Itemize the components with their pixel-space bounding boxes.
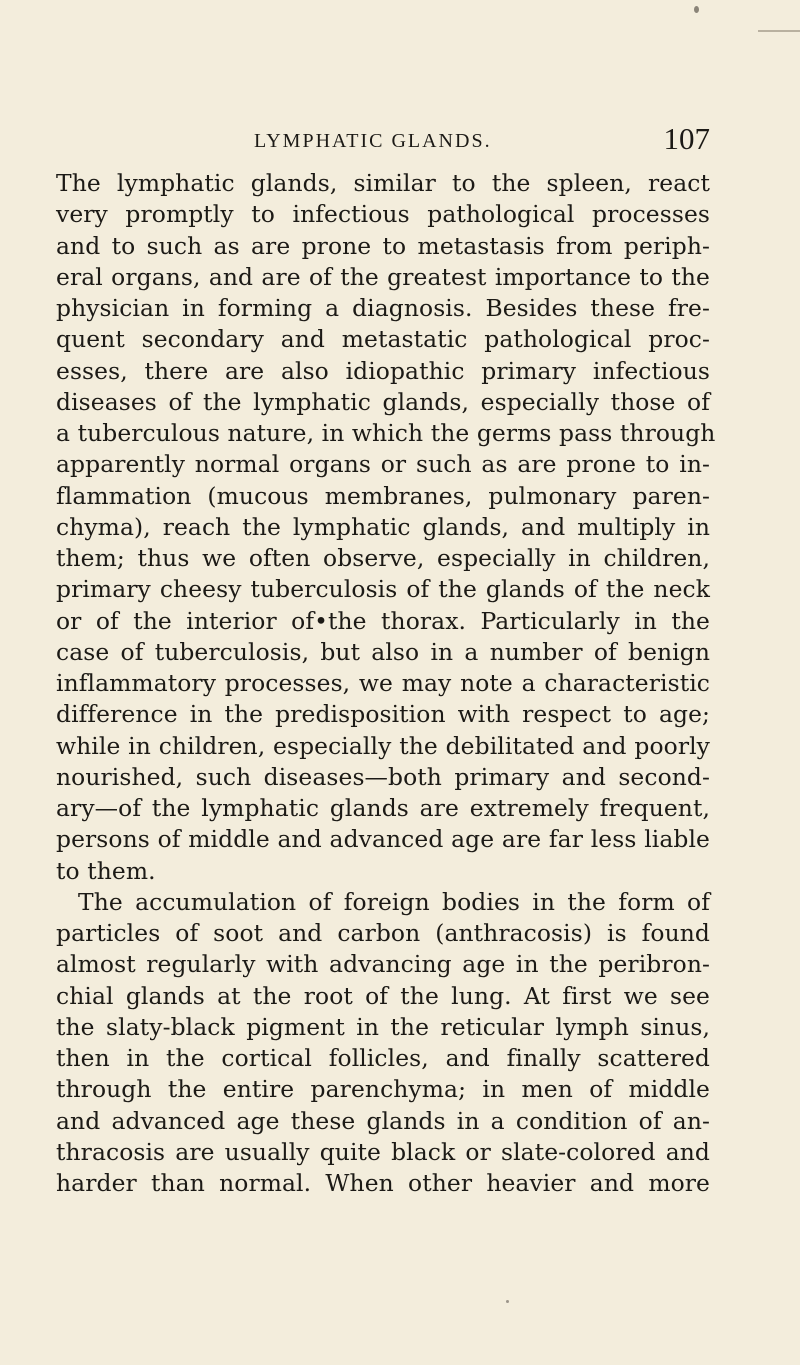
text-line: a tuberculous nature, in which the germs pass through: [56, 419, 716, 447]
text-line: esses, there are also idiopathic primary infectious: [56, 356, 710, 385]
text-line: to them.: [56, 856, 156, 885]
text-line: flammation (mucous membranes, pulmonary paren-: [56, 481, 710, 510]
text-line: harder than normal. When other heavier and more: [56, 1169, 710, 1197]
text-line: persons of middle and advanced age are far less liable: [56, 825, 710, 854]
text-line: apparently normal organs or such as are prone to in-: [56, 450, 710, 479]
text-line: and to such as are prone to metastasis from periph-: [56, 231, 710, 260]
text-line: difference in the predisposition with respect to age;: [56, 700, 710, 729]
body-text: [56, 168, 716, 1199]
text-line: or of the interior of•the thorax. Particularly in the: [56, 606, 710, 635]
page-number: 107: [663, 121, 710, 156]
text-line: physician in forming a diagnosis. Besides these fre-: [56, 294, 710, 322]
text-line: very promptly to infectious pathological processes: [56, 200, 710, 229]
text-line: almost regularly with advancing age in the peribron-: [56, 950, 710, 979]
text-line: and advanced age these glands in a condition of an-: [56, 1106, 710, 1135]
ink-speck: [506, 1300, 509, 1303]
ink-speck: [694, 6, 699, 13]
text-line: the slaty-black pigment in the reticular lymph sinus,: [56, 1012, 710, 1041]
text-line: nourished, such diseases—both primary and second-: [56, 762, 710, 791]
page-edge-mark: [758, 30, 800, 32]
text-line: them; thus we often observe, especially in children,: [56, 544, 710, 572]
text-line: chyma), reach the lymphatic glands, and multiply in: [56, 512, 710, 541]
text-line: primary cheesy tuberculosis of the glands of the neck: [56, 575, 710, 604]
text-line: The accumulation of foreign bodies in the form of: [78, 887, 710, 916]
text-line: quent secondary and metastatic pathological proc-: [56, 325, 710, 354]
text-line: ary—of the lymphatic glands are extremely frequent,: [56, 794, 710, 822]
text-line: diseases of the lymphatic glands, especially those of: [56, 387, 710, 416]
text-line: chial glands at the root of the lung. At first we see: [56, 981, 710, 1010]
text-line: The lymphatic glands, similar to the spleen, react: [56, 169, 710, 197]
text-line: thracosis are usually quite black or slate-colored and: [56, 1137, 710, 1166]
running-title: LYMPHATIC GLANDS.: [254, 130, 492, 152]
running-header: [254, 121, 710, 160]
text-line: case of tuberculosis, but also in a number of benign: [56, 637, 710, 666]
text-line: eral organs, and are of the greatest importance to the: [56, 262, 710, 291]
text-line: then in the cortical follicles, and finally scattered: [56, 1044, 710, 1072]
text-line: through the entire parenchyma; in men of middle: [56, 1075, 710, 1104]
text-line: particles of soot and carbon (anthracosis) is found: [56, 919, 710, 947]
text-line: while in children, especially the debilitated and poorly: [56, 731, 710, 760]
text-line: inflammatory processes, we may note a characteristic: [56, 669, 710, 697]
